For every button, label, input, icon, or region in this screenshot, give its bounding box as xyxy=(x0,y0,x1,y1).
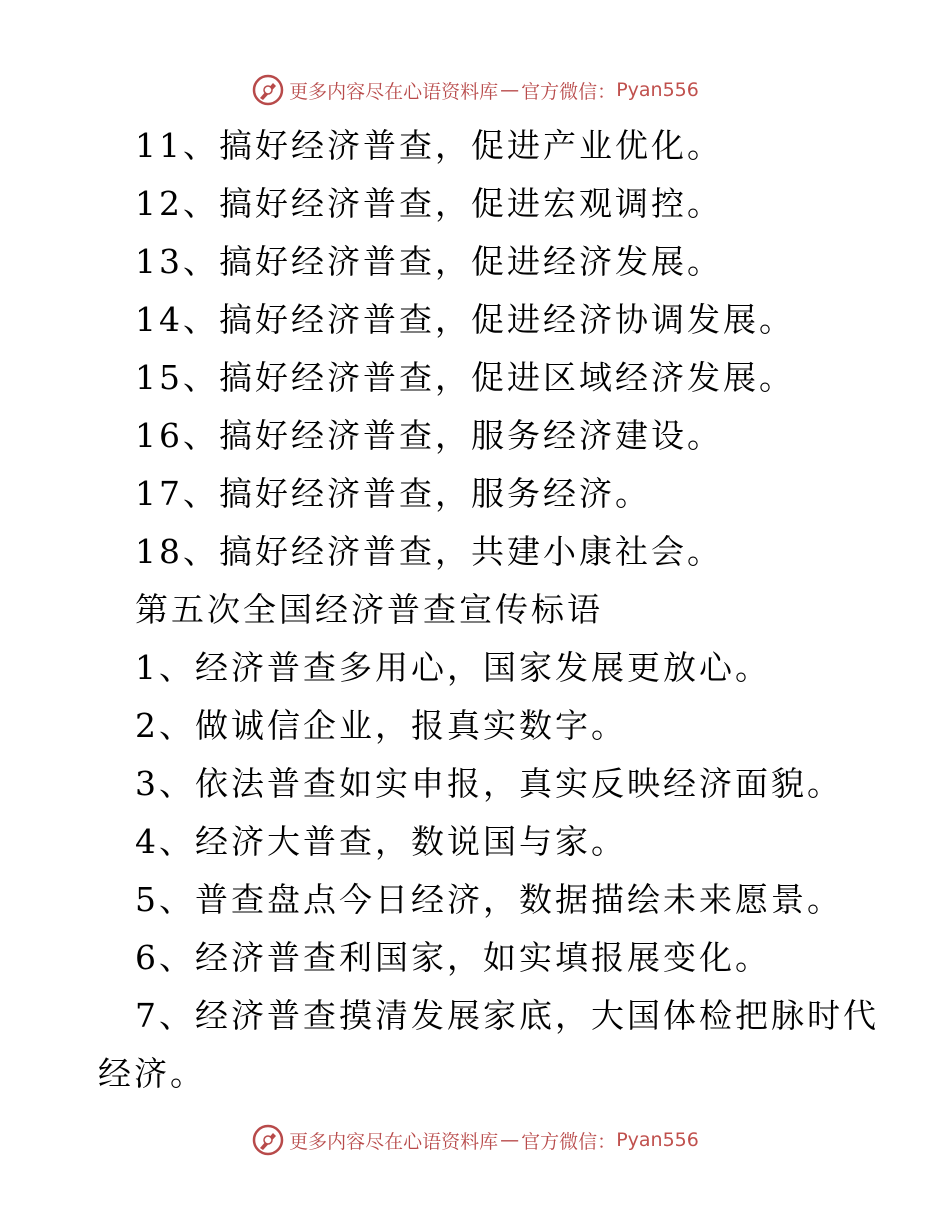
watermark-official-label: 官方微信： xyxy=(521,1130,617,1153)
watermark-separator: — xyxy=(500,1129,520,1151)
slogan-line: 14、搞好经济普查，促进经济协调发展。 xyxy=(135,300,795,339)
watermark-separator: — xyxy=(500,79,520,101)
slogan-line: 18、搞好经济普查，共建小康社会。 xyxy=(135,532,723,571)
watermark-text: 更多内容尽在心语资料库 xyxy=(289,80,499,103)
slogan-line: 7、经济普查摸清发展家底，大国体检把脉时代 xyxy=(135,996,879,1035)
footer-watermark xyxy=(0,1120,950,1160)
slogan-line: 11、搞好经济普查，促进产业优化。 xyxy=(135,126,723,165)
slogan-line: 17、搞好经济普查，服务经济。 xyxy=(135,474,651,513)
slogan-line: 2、做诚信企业，报真实数字。 xyxy=(135,706,627,745)
slogan-line: 16、搞好经济普查，服务经济建设。 xyxy=(135,416,723,455)
slogan-line: 12、搞好经济普查，促进宏观调控。 xyxy=(135,184,723,223)
watermark-handle: Pyan556 xyxy=(616,79,699,101)
header-watermark xyxy=(0,70,950,110)
watermark-handle: Pyan556 xyxy=(616,1129,699,1151)
slogan-line: 6、经济普查利国家，如实填报展变化。 xyxy=(135,938,771,977)
watermark-official-label: 官方微信： xyxy=(521,80,617,103)
section-heading: 第五次全国经济普查宣传标语 xyxy=(135,590,603,629)
watermark-text: 更多内容尽在心语资料库 xyxy=(289,1130,499,1153)
slogan-line: 4、经济大普查，数说国与家。 xyxy=(135,822,627,861)
document-body xyxy=(0,117,950,1103)
slogan-line: 3、依法普查如实申报，真实反映经济面貌。 xyxy=(135,764,843,803)
slogan-line: 5、普查盘点今日经济，数据描绘未来愿景。 xyxy=(135,880,843,919)
slogan-line: 1、经济普查多用心，国家发展更放心。 xyxy=(135,648,771,687)
pen-logo-icon xyxy=(251,73,285,107)
slogan-line: 13、搞好经济普查，促进经济发展。 xyxy=(135,242,723,281)
slogan-line-continuation: 经济。 xyxy=(98,1054,206,1093)
slogan-line: 15、搞好经济普查，促进区域经济发展。 xyxy=(135,358,795,397)
pen-logo-icon xyxy=(251,1123,285,1157)
